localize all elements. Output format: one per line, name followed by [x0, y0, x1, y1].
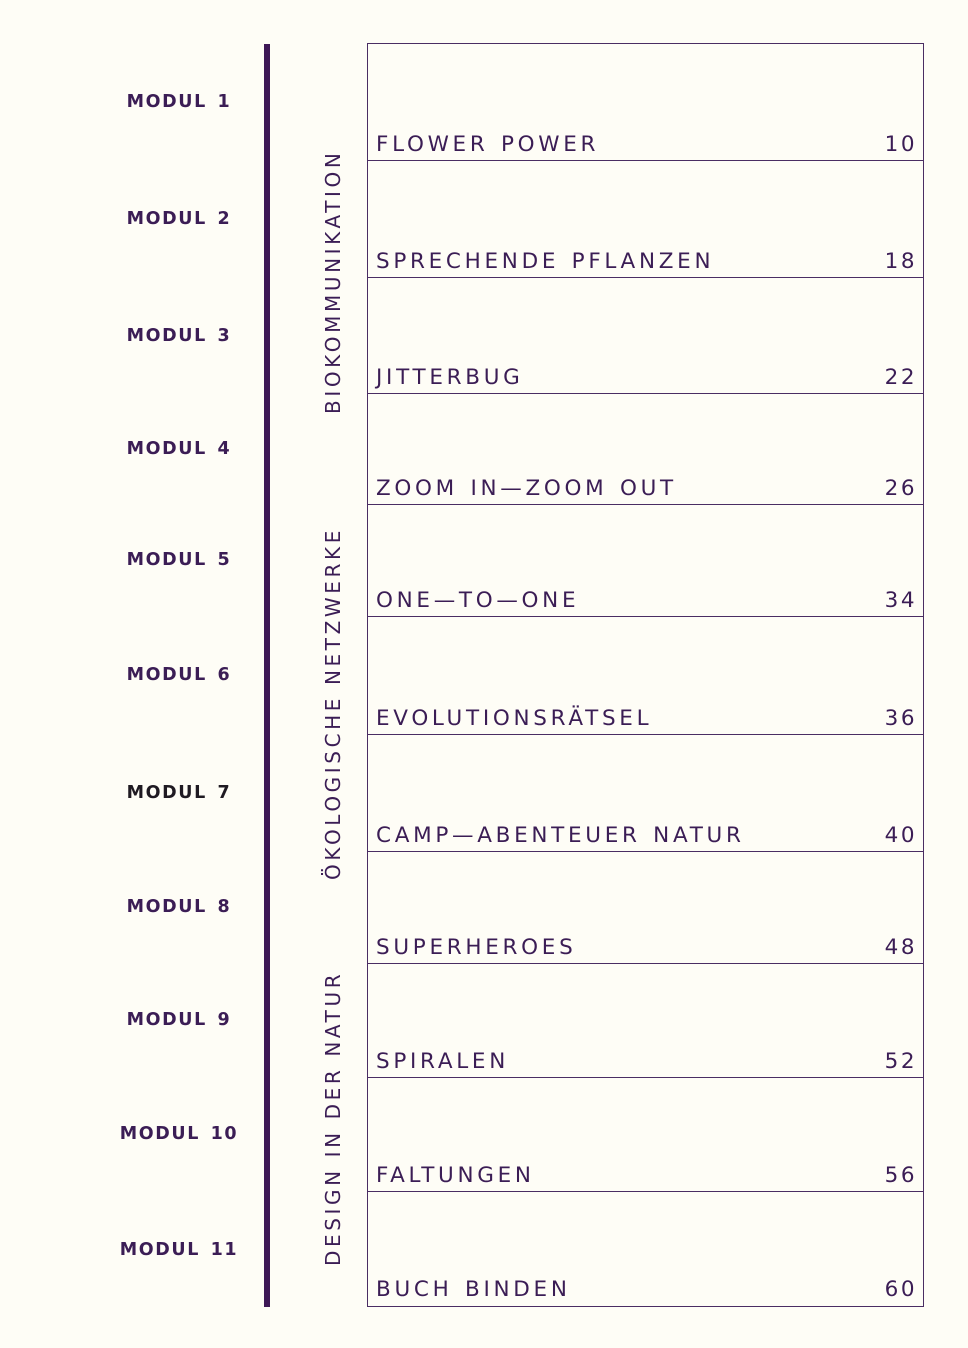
toc-entry-title: SPRECHENDE PFLANZEN	[376, 249, 715, 274]
module-column	[100, 44, 258, 1307]
toc-entry-page: 34	[884, 588, 917, 613]
toc-entry	[368, 161, 924, 278]
toc-entry-title: SPIRALEN	[376, 1049, 509, 1074]
toc-entry-title: ONE—TO—ONE	[376, 588, 580, 613]
toc-entry-page: 18	[884, 249, 917, 274]
module-label: MODUL 10	[119, 1124, 239, 1144]
vertical-divider-bar	[264, 44, 270, 1307]
module-label: MODUL 2	[126, 209, 232, 229]
toc-entry-title: FALTUNGEN	[376, 1163, 535, 1188]
toc-entry-title: FLOWER POWER	[376, 132, 600, 157]
section-label-design-in-der-natur: DESIGN IN DER NATUR	[321, 970, 345, 1266]
toc-entry	[368, 44, 924, 161]
module-label: MODUL 11	[119, 1240, 239, 1260]
toc-entry-page: 22	[884, 365, 917, 390]
toc-entry-title: BUCH BINDEN	[376, 1277, 571, 1302]
toc-box	[367, 43, 924, 1307]
toc-entry	[368, 1192, 924, 1306]
section-label-biokommunikation: BIOKOMMUNIKATION	[321, 149, 345, 414]
toc-entry	[368, 617, 924, 735]
toc-entry-page: 10	[884, 132, 917, 157]
module-label: MODUL 4	[126, 439, 232, 459]
toc-entry-title: CAMP—ABENTEUER NATUR	[376, 823, 745, 848]
toc-entry-page: 36	[884, 706, 917, 731]
toc-entry	[368, 278, 924, 394]
toc-entry-title: SUPERHEROES	[376, 935, 577, 960]
toc-entry	[368, 964, 924, 1078]
toc-entry-title: JITTERBUG	[376, 365, 524, 390]
module-label: MODUL 5	[126, 550, 232, 570]
toc-entry	[368, 852, 924, 964]
module-label: MODUL 3	[126, 326, 232, 346]
toc-entry-page: 56	[884, 1163, 917, 1188]
toc-entry-page: 60	[884, 1277, 917, 1302]
module-label: MODUL 9	[126, 1010, 232, 1030]
section-label-oekologische-netzwerke: ÖKOLOGISCHE NETZWERKE	[321, 527, 345, 880]
toc-entry	[368, 1078, 924, 1192]
toc-entry-page: 48	[884, 935, 917, 960]
module-label: MODUL 7	[126, 783, 232, 803]
toc-entry-title: ZOOM IN—ZOOM OUT	[376, 476, 677, 501]
module-label: MODUL 6	[126, 665, 232, 685]
module-label: MODUL 1	[126, 92, 232, 112]
toc-entry-page: 52	[884, 1049, 917, 1074]
toc-entry	[368, 394, 924, 505]
toc-entry-page: 26	[884, 476, 917, 501]
module-label: MODUL 8	[126, 897, 232, 917]
toc-entry-page: 40	[884, 823, 917, 848]
toc-entry-title: EVOLUTIONSRÄTSEL	[376, 706, 653, 731]
toc-entry	[368, 735, 924, 852]
toc-entry	[368, 505, 924, 617]
